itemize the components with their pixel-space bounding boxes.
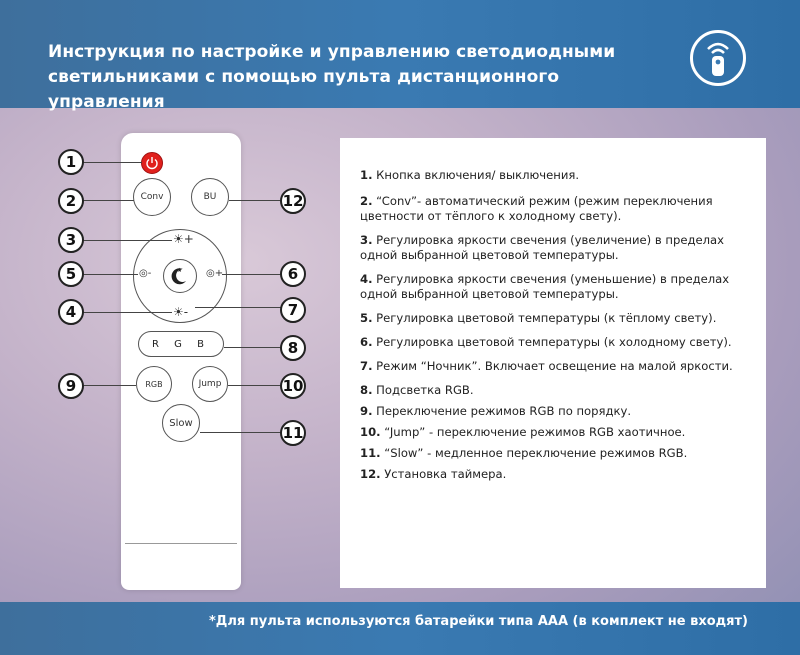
brightness-up-icon[interactable]: ☀+ xyxy=(173,232,194,246)
leader-line-7 xyxy=(195,307,282,308)
callout-5: 5 xyxy=(58,261,84,287)
callout-12: 12 xyxy=(280,188,306,214)
list-item: 12. Установка таймера. xyxy=(360,467,507,481)
list-item: 2. “Conv”- автоматический режим (режим переключения цветности от тёплого к холодному свету). xyxy=(360,194,713,223)
svg-text:★: ★ xyxy=(177,267,183,274)
rgb-button[interactable]: R G B xyxy=(138,331,224,357)
instructions-list xyxy=(360,168,760,482)
power-icon xyxy=(142,153,162,173)
rgb-cycle-label: RGB xyxy=(145,379,163,389)
list-item: 6. Регулировка цветовой температуры (к холодному свету). xyxy=(360,335,732,349)
moon-icon xyxy=(164,260,196,292)
leader-line-10 xyxy=(228,385,282,386)
list-item: 8. Подсветка RGB. xyxy=(360,383,474,397)
leader-line-2 xyxy=(82,200,134,201)
callout-4: 4 xyxy=(58,299,84,325)
callout-3: 3 xyxy=(58,227,84,253)
leader-line-4 xyxy=(82,312,172,313)
night-mode-button[interactable] xyxy=(163,259,197,293)
leader-line-9 xyxy=(82,385,136,386)
power-button[interactable] xyxy=(141,152,163,174)
conv-button[interactable]: Conv xyxy=(133,178,171,216)
page-title: Инструкция по настройке и управлению светодиодными светильниками с помощью пульта дистанционного управления xyxy=(48,42,616,112)
callout-1: 1 xyxy=(58,149,84,175)
battery-note: *Для пульта используются батарейки типа ААА (в комплект не входят) xyxy=(209,614,748,629)
brightness-down-icon[interactable]: ☀- xyxy=(173,305,189,319)
remote-bottom-divider xyxy=(125,543,237,544)
warm-light-icon[interactable]: ◎- xyxy=(139,268,152,279)
jump-button[interactable]: Jump xyxy=(192,366,228,402)
list-item: 11. “Slow” - медленное переключение режимов RGB. xyxy=(360,446,688,460)
remote-control-icon xyxy=(690,30,746,86)
leader-line-5 xyxy=(82,274,138,275)
callout-8: 8 xyxy=(280,335,306,361)
callout-9: 9 xyxy=(58,373,84,399)
leader-line-8 xyxy=(224,347,282,348)
callout-11: 11 xyxy=(280,420,306,446)
leader-line-6 xyxy=(222,274,282,275)
callout-7: 7 xyxy=(280,297,306,323)
leader-line-1 xyxy=(82,162,142,163)
callout-10: 10 xyxy=(280,373,306,399)
list-item: 1. Кнопка включения/ выключения. xyxy=(360,168,580,182)
callout-2: 2 xyxy=(58,188,84,214)
leader-line-12 xyxy=(229,200,282,201)
leader-line-3 xyxy=(82,240,172,241)
cold-light-icon[interactable]: ◎+ xyxy=(206,268,224,279)
slow-button[interactable]: Slow xyxy=(162,404,200,442)
list-item: 9. Переключение режимов RGB по порядку. xyxy=(360,404,632,418)
list-item: 4. Регулировка яркости свечения (уменьшение) в пределах одной выбранной цветовой температуры. xyxy=(360,272,730,301)
header-banner xyxy=(0,0,800,112)
list-item: 3. Регулировка яркости свечения (увеличение) в пределах одной выбранной цветовой температуры. xyxy=(360,233,724,262)
list-item: 7. Режим “Ночник”. Включает освещение на малой яркости. xyxy=(360,359,733,373)
list-item: 5. Регулировка цветовой температуры (к тёплому свету). xyxy=(360,311,717,325)
list-item: 10. “Jump” - переключение режимов RGB хаотичное. xyxy=(360,425,686,439)
rgb-cycle-button[interactable] xyxy=(136,366,172,402)
leader-line-11 xyxy=(200,432,282,433)
callout-6: 6 xyxy=(280,261,306,287)
footer-banner xyxy=(0,602,800,655)
timer-button[interactable]: BU xyxy=(191,178,229,216)
